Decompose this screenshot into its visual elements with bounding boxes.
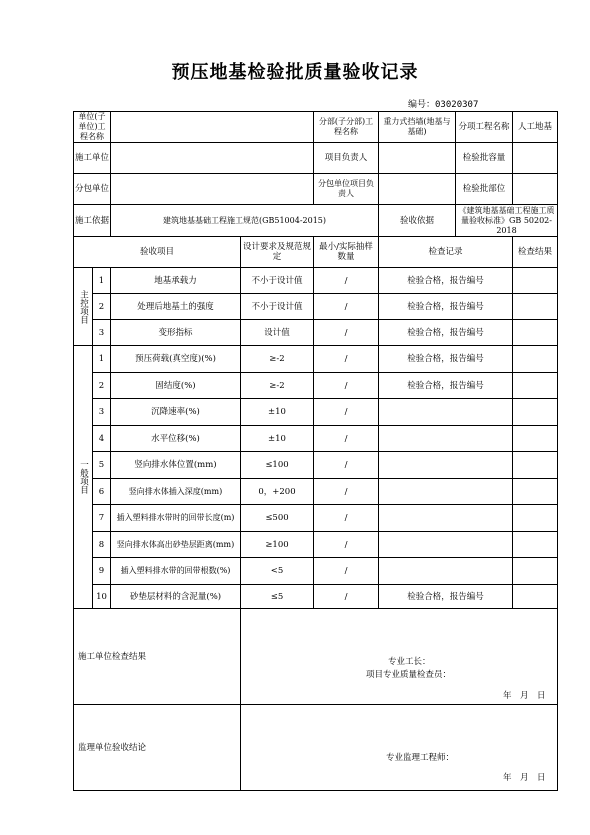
item-result[interactable] <box>513 294 558 320</box>
item-name: 竖向排水体高出砂垫层距离(mm) <box>111 532 241 558</box>
item-record[interactable]: 检验合格，报告编号 <box>379 320 513 346</box>
item-result[interactable] <box>513 479 558 505</box>
item-design: ≤100 <box>241 452 314 479</box>
item-sample[interactable]: / <box>314 505 379 532</box>
supervision-check-cell <box>74 705 241 791</box>
table-row <box>74 268 558 294</box>
batch-location-label: 检验批部位 <box>456 174 513 205</box>
item-record[interactable] <box>379 479 513 505</box>
acceptance-basis-label: 验收依据 <box>379 205 456 237</box>
col-record: 检查记录 <box>379 237 513 268</box>
table-row <box>74 532 558 558</box>
item-name: 插入塑料排水带时的回带长度(m) <box>111 505 241 532</box>
supervising-engineer-label: 专业监理工程师： <box>386 753 455 763</box>
item-design: 不小于设计值 <box>241 294 314 320</box>
table-row <box>74 452 558 479</box>
acceptance-basis-value: 《建筑地基基础工程施工质量验收标准》GB 50202-2018 <box>456 205 558 237</box>
table-row <box>74 320 558 346</box>
unit-name-label: 单位(子单位)工程名称 <box>74 112 111 143</box>
item-name: 变形指标 <box>111 320 241 346</box>
table-row <box>74 505 558 532</box>
item-no: 3 <box>93 320 111 346</box>
item-design: ±10 <box>241 426 314 452</box>
item-no: 10 <box>93 585 111 609</box>
item-result[interactable] <box>513 532 558 558</box>
item-design: ≥100 <box>241 532 314 558</box>
item-record[interactable]: 检验合格，报告编号 <box>379 585 513 609</box>
header-row-construction-unit <box>74 143 558 174</box>
basis-value: 建筑地基基础工程施工规范(GB51004-2015) <box>111 205 379 237</box>
item-design: <5 <box>241 558 314 585</box>
item-design: 不小于设计值 <box>241 268 314 294</box>
item-name: 处理后地基土的强度 <box>111 294 241 320</box>
item-result[interactable] <box>513 558 558 585</box>
item-record[interactable]: 检验合格，报告编号 <box>379 373 513 399</box>
item-result[interactable] <box>513 585 558 609</box>
item-record[interactable] <box>379 558 513 585</box>
item-result[interactable] <box>513 346 558 373</box>
subcontractor-value[interactable] <box>111 174 314 205</box>
general-group-label: 一般项目 <box>74 346 93 609</box>
unit-name-value[interactable] <box>111 112 314 143</box>
item-design: 0，+200 <box>241 479 314 505</box>
basis-label: 施工依据 <box>74 205 111 237</box>
item-no: 2 <box>93 294 111 320</box>
item-sample[interactable]: / <box>314 585 379 609</box>
table-row <box>74 479 558 505</box>
table-row <box>74 294 558 320</box>
item-sample[interactable]: / <box>314 294 379 320</box>
item-design: 设计值 <box>241 320 314 346</box>
construction-unit-label: 施工单位 <box>74 143 111 174</box>
item-no: 8 <box>93 532 111 558</box>
item-name: 竖向排水体插入深度(mm) <box>111 479 241 505</box>
item-name: 预压荷载(真空度)(%) <box>111 346 241 373</box>
item-name: 水平位移(%) <box>111 426 241 452</box>
subdivision-value[interactable]: 重力式挡墙(地基与基础) <box>379 112 456 143</box>
item-name: 砂垫层材料的含泥量(%) <box>111 585 241 609</box>
item-design: ≥-2 <box>241 373 314 399</box>
item-result[interactable] <box>513 452 558 479</box>
page-title: 预压地基检验批质量验收记录 <box>171 62 419 83</box>
item-design: ≥-2 <box>241 346 314 373</box>
batch-capacity-label: 检验批容量 <box>456 143 513 174</box>
form-number-value: 03020307 <box>435 100 479 110</box>
item-no: 2 <box>93 373 111 399</box>
header-row-basis <box>74 205 558 237</box>
foreman-label: 专业工长： <box>388 657 431 667</box>
item-no: 5 <box>93 452 111 479</box>
table-row <box>74 585 558 609</box>
item-name: 竖向排水体位置(mm) <box>111 452 241 479</box>
batch-capacity-value[interactable] <box>513 143 558 174</box>
table-row <box>74 426 558 452</box>
item-sample[interactable]: / <box>314 346 379 373</box>
item-record[interactable] <box>379 426 513 452</box>
sub-pm-value[interactable] <box>379 174 456 205</box>
table-row <box>74 373 558 399</box>
col-item: 验收项目 <box>74 237 241 268</box>
supervision-check-signature[interactable] <box>241 705 558 791</box>
construction-check-cell <box>74 609 241 705</box>
item-design: ≤500 <box>241 505 314 532</box>
item-name: 地基承载力 <box>111 268 241 294</box>
item-sample[interactable]: / <box>314 532 379 558</box>
table-row <box>74 558 558 585</box>
item-sample[interactable]: / <box>314 268 379 294</box>
item-record[interactable] <box>379 452 513 479</box>
item-record[interactable]: 检验合格，报告编号 <box>379 294 513 320</box>
project-manager-value[interactable] <box>379 143 456 174</box>
item-record[interactable]: 检验合格，报告编号 <box>379 346 513 373</box>
item-design: ≤5 <box>241 585 314 609</box>
item-result[interactable] <box>513 426 558 452</box>
supervision-date: 年 月 日 <box>503 773 546 783</box>
sub-pm-label: 分包单位项目负责人 <box>314 174 379 205</box>
item-no: 4 <box>93 426 111 452</box>
construction-unit-value[interactable] <box>111 143 314 174</box>
item-no: 9 <box>93 558 111 585</box>
form-number <box>408 97 478 110</box>
item-no: 1 <box>93 346 111 373</box>
item-no: 6 <box>93 479 111 505</box>
item-sample[interactable]: / <box>314 373 379 399</box>
item-name: 插入塑料排水带的回带根数(%) <box>111 558 241 585</box>
item-record[interactable]: 检验合格，报告编号 <box>379 268 513 294</box>
acceptance-record-table <box>73 111 558 791</box>
construction-check-signature[interactable] <box>241 609 558 705</box>
item-result[interactable] <box>513 399 558 426</box>
item-result[interactable] <box>513 268 558 294</box>
col-result: 检查结果 <box>513 237 558 268</box>
subitem-label: 分项工程名称 <box>456 112 513 143</box>
item-result[interactable] <box>513 373 558 399</box>
table-row <box>74 346 558 373</box>
item-no: 7 <box>93 505 111 532</box>
item-sample[interactable]: / <box>314 479 379 505</box>
subdivision-label: 分部(子分部)工程名称 <box>314 112 379 143</box>
supervision-check-label: 监理单位验收结论 <box>78 742 147 753</box>
header-row-subcontractor <box>74 174 558 205</box>
item-no: 3 <box>93 399 111 426</box>
table-row <box>74 399 558 426</box>
col-sample: 最小/实际抽样数量 <box>314 237 379 268</box>
subcontractor-label: 分包单位 <box>74 174 111 205</box>
item-result[interactable] <box>513 320 558 346</box>
item-record[interactable] <box>379 399 513 426</box>
subitem-value[interactable]: 人工地基 <box>513 112 558 143</box>
item-sample[interactable]: / <box>314 558 379 585</box>
item-name: 固结度(%) <box>111 373 241 399</box>
item-record[interactable] <box>379 532 513 558</box>
quality-inspector-label: 项目专业质量检查员： <box>366 670 452 680</box>
construction-check-label: 施工单位检查结果 <box>78 651 147 662</box>
item-result[interactable] <box>513 505 558 532</box>
main-group-label: 主控项目 <box>74 268 93 346</box>
supervision-check-row <box>74 705 558 791</box>
column-header-row <box>74 237 558 268</box>
item-sample[interactable]: / <box>314 426 379 452</box>
project-manager-label: 项目负责人 <box>314 143 379 174</box>
construction-check-row <box>74 609 558 705</box>
construction-date: 年 月 日 <box>503 691 546 701</box>
item-sample[interactable]: / <box>314 452 379 479</box>
item-no: 1 <box>93 268 111 294</box>
item-record[interactable] <box>379 505 513 532</box>
batch-location-value[interactable] <box>513 174 558 205</box>
item-name: 沉降速率(%) <box>111 399 241 426</box>
col-design: 设计要求及规范规定 <box>241 237 314 268</box>
item-design: ±10 <box>241 399 314 426</box>
item-sample[interactable]: / <box>314 399 379 426</box>
item-sample[interactable]: / <box>314 320 379 346</box>
form-number-label: 编号： <box>408 100 436 110</box>
header-row-unit <box>74 112 558 143</box>
